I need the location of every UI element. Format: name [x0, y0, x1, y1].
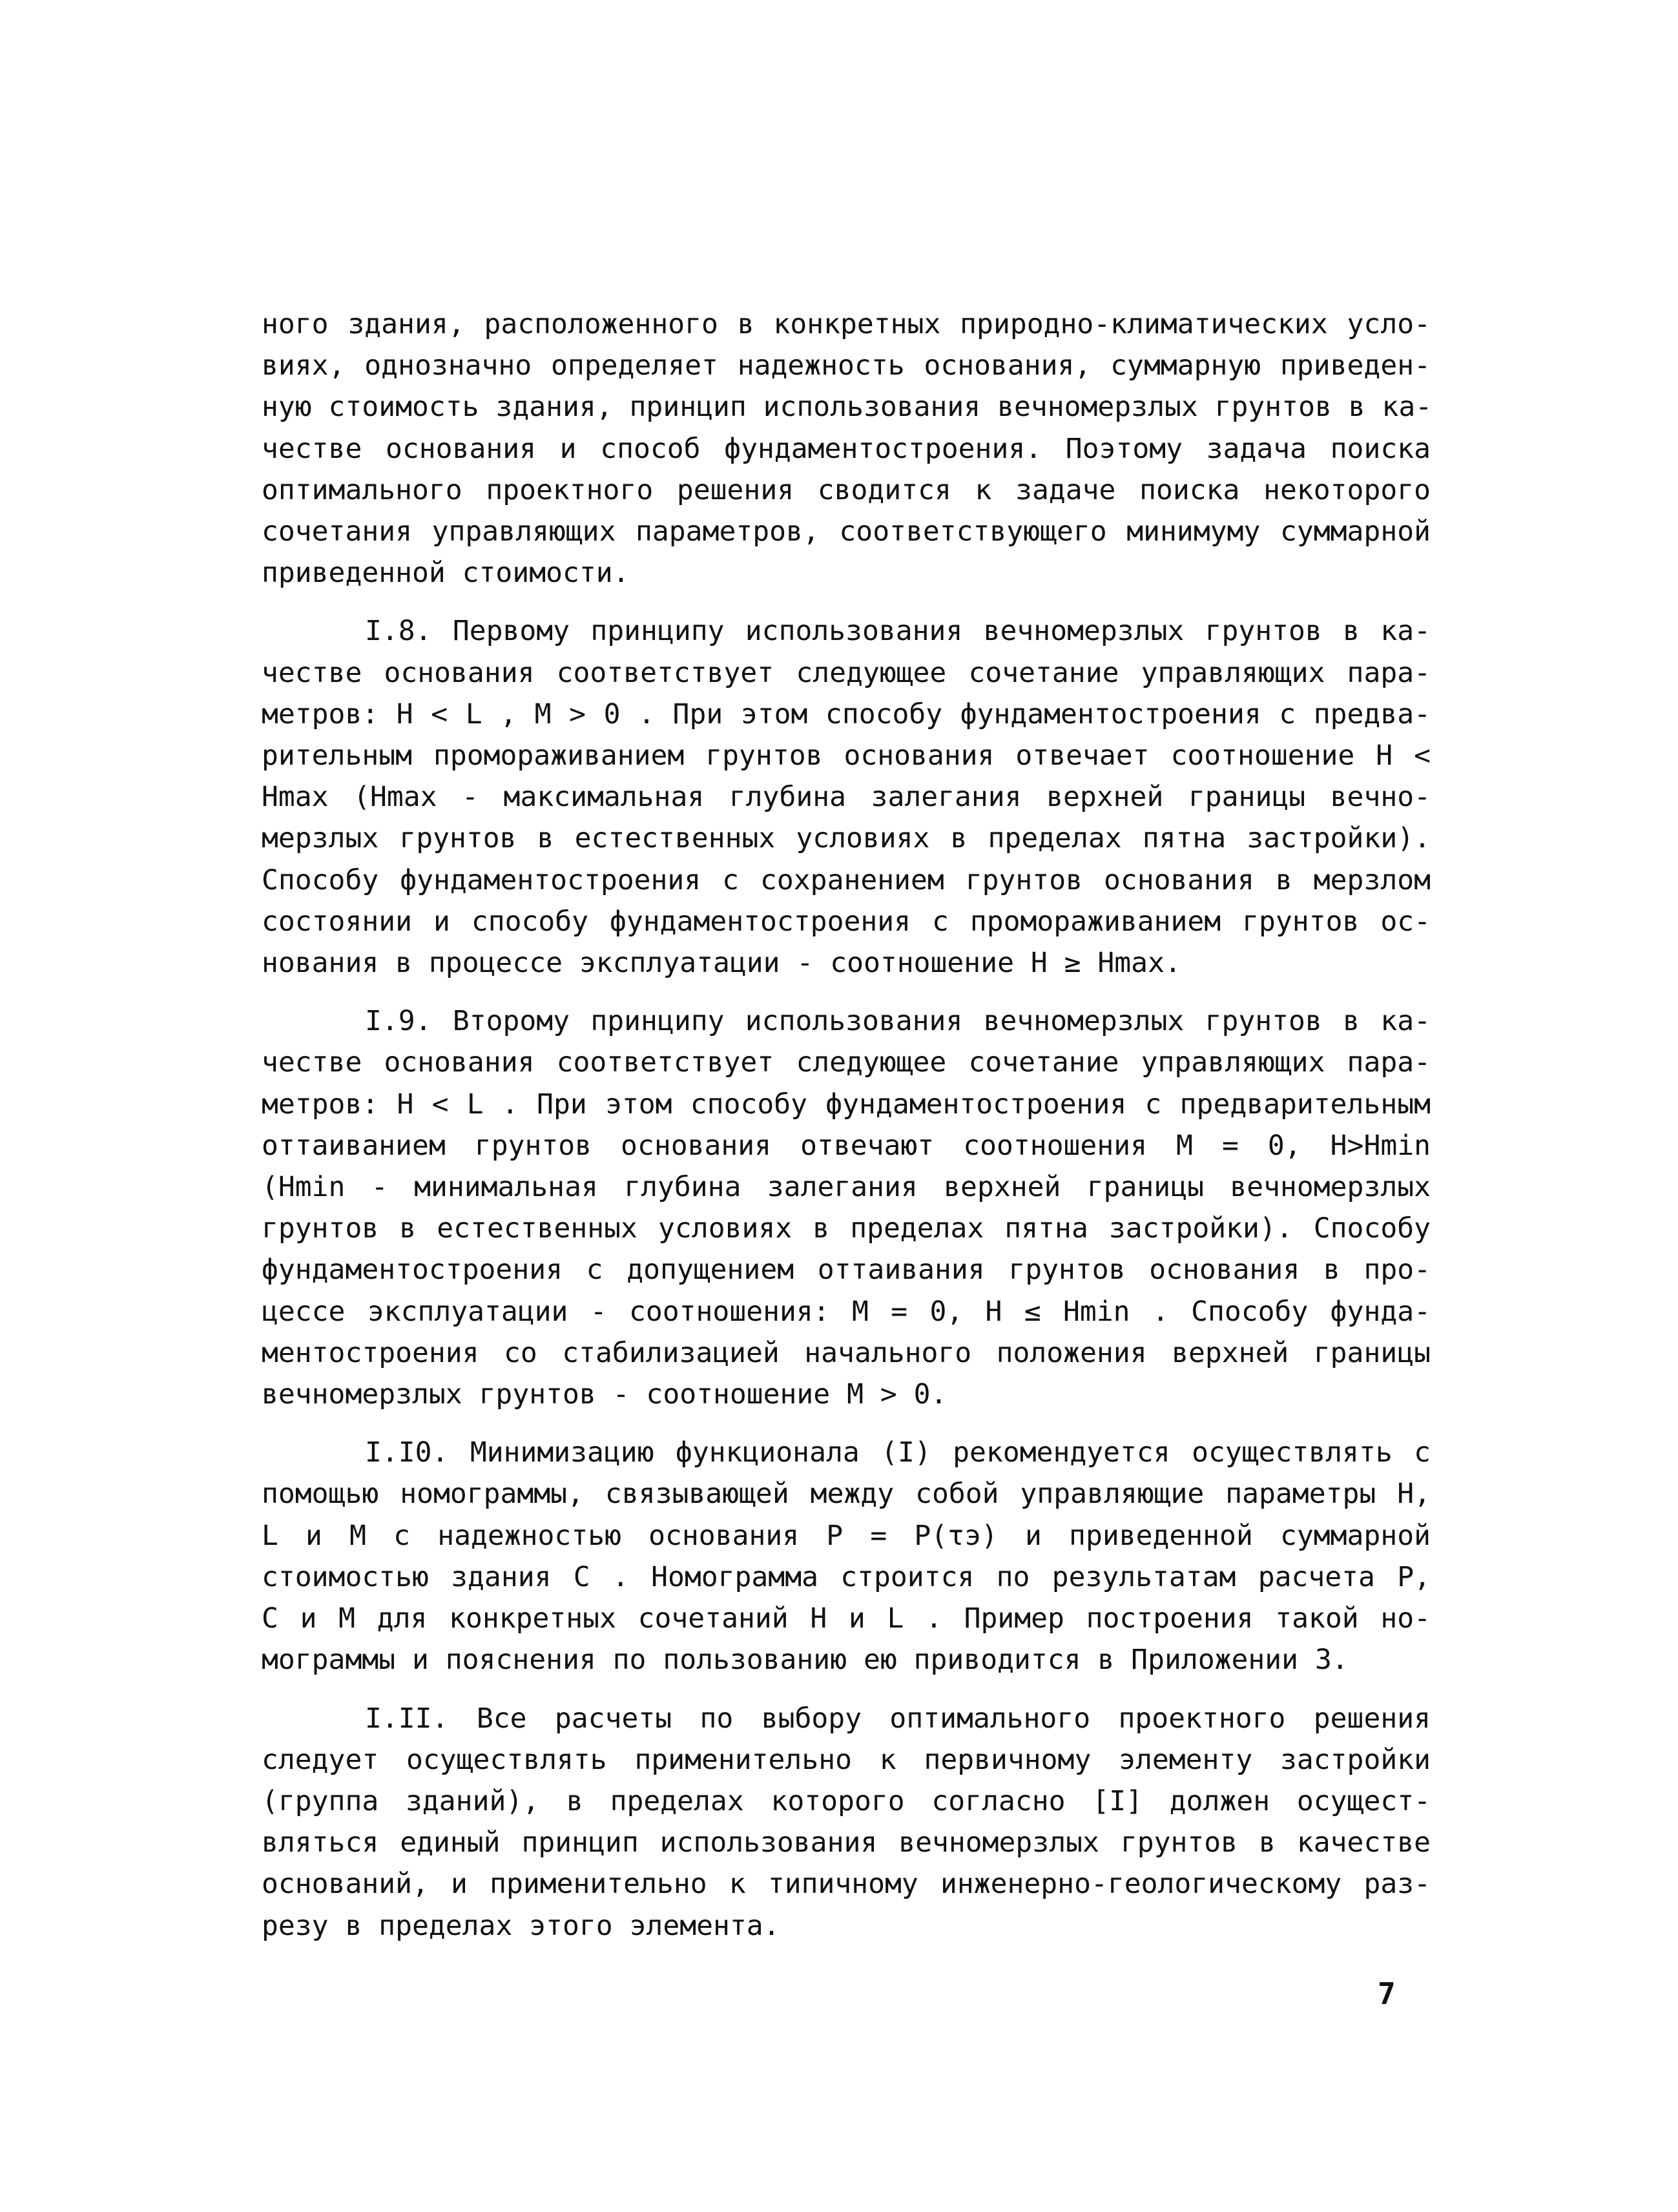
- text-line: мерзлых грунтов в естественных условиях в пределах пятна застройки).: [262, 822, 1431, 855]
- text-line: L и M с надежностью основания P = P(τэ) и приведенной суммарной: [262, 1519, 1431, 1552]
- text-line: ного здания, расположенного в конкретных природно-климатических усло-: [262, 308, 1431, 340]
- text-line: сочетания управляющих параметров, соответствующего минимуму суммарной: [262, 515, 1431, 548]
- text-line: рительным промораживанием грунтов основания отвечает соотношение H <: [262, 739, 1431, 772]
- text-line: приведенной стоимости.: [262, 557, 630, 590]
- text-line: оттаиванием грунтов основания отвечают соотношения M = 0, H>Hmin: [262, 1129, 1431, 1162]
- text-line: ментостроения со стабилизацией начального положения верхней границы: [262, 1336, 1431, 1369]
- paragraph-1-8: [262, 610, 1431, 984]
- text-line: (группа зданий), в пределах которого согласно [I] должен осущест-: [262, 1784, 1431, 1817]
- page-number: 7: [1378, 1976, 1396, 2011]
- text-line: цессе эксплуатации - соотношения: M = 0, H ≤ Hmin . Способу фунда-: [262, 1295, 1431, 1328]
- text-line: виях, однозначно определяет надежность основания, суммарную приведен-: [262, 349, 1431, 382]
- text-line: грунтов в естественных условиях в пределах пятна застройки). Способу: [262, 1212, 1431, 1245]
- text-line: I.II. Все расчеты по выбору оптимального проектного решения: [365, 1702, 1431, 1735]
- text-line: честве основания соответствует следующее сочетание управляющих пара-: [262, 1046, 1431, 1079]
- text-line: I.9. Второму принципу использования вечномерзлых грунтов в ка-: [365, 1005, 1431, 1038]
- text-line: стоимостью здания C . Номограмма строится по результатам расчета P,: [262, 1560, 1431, 1593]
- text-line: помощью номограммы, связывающей между собой управляющие параметры H,: [262, 1478, 1431, 1511]
- paragraph-continuation: [262, 304, 1431, 594]
- text-line: фундаментостроения с допущением оттаивания грунтов основания в про-: [262, 1254, 1431, 1287]
- text-line: резу в пределах этого элемента.: [262, 1909, 780, 1942]
- text-line: I.I0. Минимизацию функционала (I) рекомендуется осуществлять с: [365, 1436, 1431, 1469]
- text-line: мограммы и пояснения по пользованию ею приводится в Приложении 3.: [262, 1644, 1349, 1677]
- text-line: I.8. Первому принципу использования вечномерзлых грунтов в ка-: [365, 615, 1431, 648]
- text-line: вляться единый принцип использования вечномерзлых грунтов в качестве: [262, 1826, 1431, 1859]
- text-line: честве основания и способ фундаментостроения. Поэтому задача поиска: [262, 432, 1431, 465]
- text-line: вечномерзлых грунтов - соотношение M > 0.: [262, 1378, 948, 1411]
- text-line: метров: H < L , M > 0 . При этом способу фундаментостроения с предва-: [262, 698, 1431, 730]
- text-line: Способу фундаментостроения с сохранением грунтов основания в мерзлом: [262, 863, 1431, 896]
- text-line: оснований, и применительно к типичному инженерно-геологическому раз-: [262, 1868, 1431, 1901]
- text-line: метров: H < L . При этом способу фундаментостроения с предварительным: [262, 1088, 1431, 1121]
- paragraph-1-9: [262, 1000, 1431, 1415]
- text-line: C и M для конкретных сочетаний H и L . Пример построения такой но-: [262, 1602, 1431, 1635]
- text-line: Hmax (Hmax - максимальная глубина залегания верхней границы вечно-: [262, 781, 1431, 814]
- text-line: следует осуществлять применительно к первичному элементу застройки: [262, 1743, 1431, 1776]
- text-line: честве основания соответствует следующее сочетание управляющих пара-: [262, 656, 1431, 689]
- paragraph-1-10: [262, 1432, 1431, 1680]
- text-line: оптимального проектного решения сводится к задаче поиска некоторого: [262, 473, 1431, 506]
- text-line: состоянии и способу фундаментостроения с промораживанием грунтов ос-: [262, 905, 1431, 938]
- document-body: [262, 304, 1431, 1947]
- paragraph-1-11: [262, 1698, 1431, 1947]
- text-line: ную стоимость здания, принцип использования вечномерзлых грунтов в ка-: [262, 391, 1433, 424]
- text-line: (Hmin - минимальная глубина залегания верхней границы вечномерзлых: [262, 1171, 1431, 1204]
- text-line: нования в процессе эксплуатации - соотношение H ≥ Hmax.: [262, 947, 1181, 980]
